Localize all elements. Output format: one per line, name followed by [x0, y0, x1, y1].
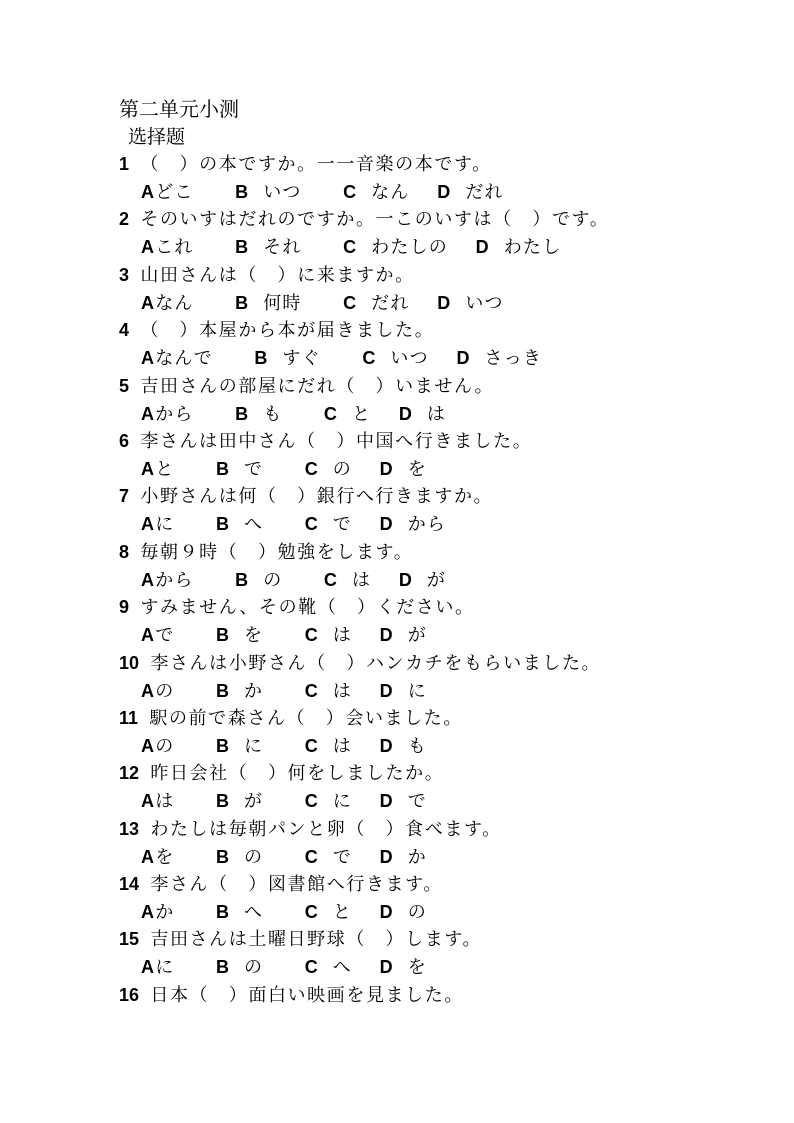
option-text: に	[243, 735, 264, 757]
option-letter: D	[379, 902, 394, 923]
option-text: と	[351, 403, 372, 425]
question-line	[119, 207, 609, 232]
option-text: が	[407, 625, 427, 647]
option-text: は	[351, 569, 372, 591]
question-text: 昨日会社（ ）何をしましたか。	[150, 763, 445, 785]
option-text: だれ	[465, 182, 504, 203]
question-text: （ ）本屋から本が届きました。	[140, 320, 435, 342]
option-letter: B	[215, 735, 231, 756]
answer-options	[141, 623, 427, 648]
option-letter: B	[235, 237, 250, 258]
option-text: から	[155, 569, 194, 591]
question-item	[119, 759, 759, 814]
question-item	[119, 870, 759, 925]
option-text: は	[426, 403, 447, 425]
option-text: それ	[263, 237, 302, 259]
option-letter: C	[304, 458, 319, 479]
question-line	[119, 374, 494, 399]
option-letter: C	[362, 348, 377, 369]
question-item	[119, 427, 759, 482]
option-text: すぐ	[282, 348, 321, 370]
question-item	[119, 593, 759, 648]
option-letter: D	[379, 458, 394, 479]
option-letter: C	[343, 182, 358, 202]
question-list	[119, 150, 759, 1036]
option-text: だれ	[371, 292, 410, 314]
question-number: 12	[119, 763, 140, 784]
option-letter: B	[215, 902, 231, 923]
option-letter: A	[141, 458, 156, 479]
option-letter: C	[304, 902, 319, 923]
question-line	[119, 595, 475, 620]
option-letter: D	[379, 957, 394, 978]
question-item	[119, 372, 759, 427]
option-text: は	[155, 791, 175, 813]
option-text: を	[407, 458, 427, 480]
option-text: で	[155, 625, 175, 647]
question-item	[119, 538, 759, 593]
page-title: 第二单元小测	[119, 97, 239, 121]
option-letter: A	[141, 237, 156, 258]
option-text: これ	[155, 237, 194, 259]
question-number: 2	[119, 209, 130, 230]
option-text: で	[407, 791, 427, 813]
question-number: 7	[119, 486, 130, 507]
option-letter: C	[304, 680, 319, 701]
option-letter: A	[141, 182, 156, 202]
option-text: を	[155, 846, 175, 868]
option-text: さっき	[484, 348, 543, 370]
answer-options	[141, 789, 427, 814]
option-text: に	[407, 680, 427, 702]
question-line	[119, 152, 492, 177]
option-letter: B	[215, 846, 231, 867]
question-number: 11	[119, 707, 139, 728]
answer-options	[141, 457, 427, 482]
option-text: に	[155, 514, 175, 536]
question-item	[119, 815, 759, 870]
option-letter: A	[141, 292, 156, 313]
option-letter: D	[379, 625, 394, 646]
question-text: そのいすはだれのですか。一このいすは（ ）です。	[140, 209, 610, 231]
option-letter: B	[235, 403, 250, 424]
option-text: か	[155, 902, 175, 924]
answer-options	[141, 346, 542, 371]
question-text: 李さんは田中さん（ ）中国へ行きました。	[140, 430, 533, 452]
option-letter: D	[475, 237, 490, 258]
option-letter: C	[304, 735, 319, 756]
option-text: か	[243, 680, 264, 702]
question-item	[119, 316, 759, 371]
option-text: の	[243, 957, 264, 979]
option-text: に	[155, 957, 175, 979]
option-text: わたしの	[371, 237, 448, 259]
option-text: で	[332, 514, 352, 536]
option-letter: B	[235, 182, 250, 202]
option-text: を	[243, 625, 264, 647]
option-letter: C	[304, 846, 319, 867]
option-letter: A	[141, 514, 156, 535]
question-text: すみません、その靴（ ）ください。	[140, 597, 475, 619]
question-text: 吉田さんの部屋にだれ（ ）いません。	[140, 375, 495, 397]
question-text: 小野さんは何（ ）銀行へ行きますか。	[140, 486, 494, 508]
question-text: 吉田さんは土曜日野球（ ）します。	[150, 929, 483, 951]
option-letter: B	[215, 791, 231, 812]
option-text: の	[155, 680, 175, 702]
answer-options	[141, 235, 561, 260]
option-text: から	[407, 514, 447, 536]
option-letter: A	[141, 735, 156, 756]
option-text: も	[407, 735, 427, 757]
question-number: 15	[119, 929, 140, 950]
answer-options	[141, 180, 504, 205]
question-line	[119, 540, 413, 565]
option-letter: B	[235, 569, 250, 590]
question-text: 日本（ ）面白い映画を見ました。	[150, 984, 464, 1006]
question-item	[119, 649, 759, 704]
option-text: へ	[243, 902, 264, 924]
option-text: へ	[243, 514, 264, 536]
question-line	[119, 761, 444, 786]
answer-options	[141, 512, 446, 537]
option-letter: D	[379, 791, 394, 812]
question-line	[119, 872, 443, 897]
option-letter: B	[215, 514, 231, 535]
answer-options	[141, 900, 427, 925]
option-text: を	[407, 957, 427, 979]
option-letter: C	[304, 791, 319, 812]
option-text: なん	[371, 182, 410, 203]
option-letter: A	[141, 625, 156, 646]
section-heading: 选择题	[128, 126, 186, 148]
question-item	[119, 205, 759, 260]
option-text: と	[332, 902, 352, 924]
question-number: 13	[119, 818, 140, 839]
option-letter: A	[141, 957, 156, 978]
question-number: 8	[119, 541, 130, 562]
option-text: が	[426, 569, 447, 591]
answer-options	[141, 402, 446, 427]
question-item	[119, 150, 759, 205]
option-text: の	[332, 458, 352, 480]
option-text: いつ	[465, 292, 504, 314]
question-item	[119, 704, 759, 759]
question-text: 李さん（ ）図書館へ行きます。	[150, 874, 443, 896]
question-line	[119, 983, 464, 1008]
option-text: いつ	[390, 348, 429, 370]
option-letter: C	[323, 569, 339, 590]
option-text: と	[155, 458, 175, 480]
option-text: 何時	[263, 292, 302, 314]
option-letter: A	[141, 680, 156, 701]
question-number: 1	[119, 154, 130, 174]
question-line	[119, 817, 502, 842]
option-text: から	[155, 403, 194, 425]
answer-options	[141, 679, 427, 704]
question-text: 駅の前で森さん（ ）会いました。	[149, 707, 463, 729]
option-letter: C	[323, 403, 339, 424]
option-text: の	[155, 735, 175, 757]
question-line	[119, 429, 532, 454]
question-number: 5	[119, 375, 130, 396]
question-item	[119, 482, 759, 537]
option-text: へ	[332, 957, 352, 979]
option-letter: B	[215, 957, 231, 978]
question-line	[119, 706, 463, 731]
option-letter: B	[215, 458, 231, 479]
option-text: が	[243, 791, 264, 813]
question-text: 李さんは小野さん（ ）ハンカチをもらいました。	[150, 652, 602, 674]
option-letter: C	[304, 514, 319, 535]
option-letter: D	[437, 182, 452, 202]
question-number: 14	[119, 874, 140, 895]
question-line	[119, 651, 601, 676]
option-letter: B	[215, 625, 231, 646]
question-text: わたしは毎朝パンと卵（ ）食べます。	[150, 818, 502, 840]
option-letter: B	[215, 680, 231, 701]
option-letter: C	[343, 237, 358, 258]
option-letter: D	[437, 292, 452, 313]
option-letter: C	[304, 625, 319, 646]
option-text: は	[332, 680, 352, 702]
option-text: なん	[155, 292, 194, 314]
answer-options	[141, 734, 427, 759]
option-text: か	[407, 846, 427, 868]
option-letter: A	[141, 403, 156, 424]
question-number: 9	[119, 597, 130, 618]
option-text: の	[407, 902, 427, 924]
option-text: は	[332, 625, 352, 647]
question-number: 3	[119, 264, 130, 285]
option-text: で	[243, 458, 264, 480]
option-letter: D	[456, 348, 471, 369]
answer-options	[141, 955, 427, 980]
question-line	[119, 318, 434, 343]
question-text: 毎朝９時（ ）勉強をします。	[140, 541, 414, 563]
option-letter: A	[141, 569, 156, 590]
question-number: 16	[119, 984, 140, 1005]
option-text: どこ	[155, 182, 194, 203]
option-letter: B	[235, 292, 250, 313]
option-letter: D	[398, 403, 414, 424]
option-text: の	[243, 846, 264, 868]
question-item	[119, 925, 759, 980]
option-text: で	[332, 846, 352, 868]
question-line	[119, 927, 482, 952]
question-number: 6	[119, 430, 130, 451]
question-number: 4	[119, 320, 130, 341]
option-letter: D	[379, 514, 394, 535]
option-letter: C	[343, 292, 358, 313]
question-text: （ ）の本ですか。一一音楽の本です。	[140, 154, 492, 175]
answer-options	[141, 845, 427, 870]
option-text: いつ	[263, 182, 302, 203]
option-letter: D	[379, 846, 394, 867]
question-line	[119, 484, 493, 509]
option-text: の	[263, 569, 283, 591]
option-letter: A	[141, 791, 156, 812]
question-item	[119, 261, 759, 316]
option-letter: D	[379, 680, 394, 701]
question-text: 山田さんは（ ）に来ますか。	[140, 264, 415, 286]
option-letter: A	[141, 846, 156, 867]
option-text: も	[263, 403, 283, 425]
option-text: わたし	[503, 237, 562, 259]
option-letter: C	[304, 957, 319, 978]
option-text: は	[332, 735, 352, 757]
option-letter: D	[379, 735, 394, 756]
option-letter: D	[398, 569, 414, 590]
answer-options	[141, 568, 446, 593]
option-letter: B	[254, 348, 269, 369]
option-text: に	[332, 791, 352, 813]
answer-options	[141, 291, 504, 316]
option-text: なんで	[155, 348, 213, 370]
option-letter: A	[141, 348, 156, 369]
question-line	[119, 263, 415, 288]
question-item	[119, 981, 759, 1036]
question-number: 10	[119, 652, 140, 673]
option-letter: A	[141, 902, 156, 923]
